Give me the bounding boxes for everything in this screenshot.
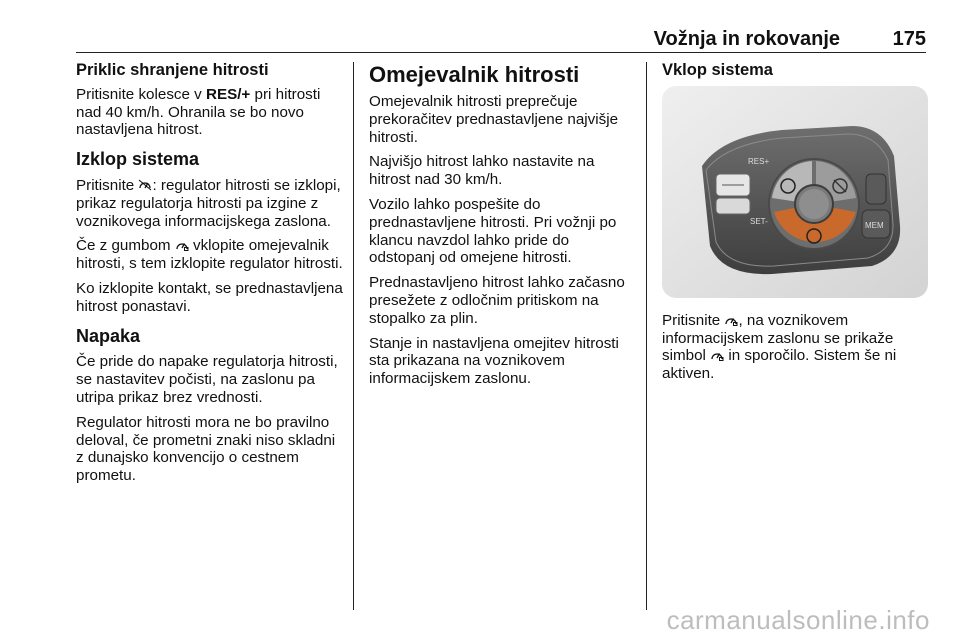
mem-label: MEM <box>865 220 884 230</box>
paragraph-limiter-accelerate: Vozilo lahko pospešite do prednastavljene hitrosti. Pri vožnji po klancu navzdol lahko pride do odstopanj od omejene hitrosti. <box>369 195 617 267</box>
column-divider-2 <box>646 62 647 610</box>
side-button <box>866 174 886 204</box>
paragraph-vienna-convention: Regulator hitrosti mora ne bo pravilno deloval, če prometni znaki niso skladni z dunajsko konvencijo o cestnem prometu. <box>76 413 336 485</box>
paragraph-fault: Če pride do napake regulatorja hitrosti, se nastavitev počisti, na zaslonu pa utripa prikaz brez vrednosti. <box>76 353 338 406</box>
paragraph-limiter-toggle: Če z gumbom vklopite omejevalnik hitrosti, s tem izklopite regulator hitrosti. <box>76 237 343 273</box>
section-heading-switch-off: Izklop sistema <box>76 149 200 170</box>
set-label: SET- <box>750 216 768 226</box>
column-right <box>662 62 928 390</box>
column-middle <box>369 62 637 395</box>
key-res: RES/+ <box>205 85 251 103</box>
page-header <box>76 28 926 52</box>
section-heading-switch-on: Vklop sistema <box>662 61 773 79</box>
column-divider-1 <box>353 62 354 610</box>
page-title: Vožnja in rokovanje <box>653 28 840 50</box>
section-heading-speed-limiter: Omejevalnik hitrosti <box>369 62 580 87</box>
steering-wheel-controls-figure <box>662 86 928 298</box>
set-rocker-button <box>716 198 750 214</box>
speed-limiter-icon <box>724 314 738 326</box>
section-heading-fault: Napaka <box>76 325 141 346</box>
speed-limiter-icon <box>175 239 189 251</box>
header-divider <box>76 52 926 53</box>
paragraph-switch-off: Pritisnite : regulator hitrosti se izklopi, prikaz regulatorja hitrosti pa izgine z voznikovega informacijskega zaslona. <box>76 176 341 230</box>
cruise-off-icon <box>138 179 152 191</box>
res-label: RES+ <box>748 156 770 166</box>
paragraph-limiter-min-speed: Najvišjo hitrost lahko nastavite na hitrost nad 30 km/h. <box>369 153 595 189</box>
column-left <box>76 62 344 492</box>
paragraph-limiter-override: Prednastavljeno hitrost lahko začasno presežete z odločnim pritiskom na stopalko za plin. <box>369 274 625 327</box>
page-number: 175 <box>892 28 926 50</box>
paragraph-limiter-status: Stanje in nastavljena omejitev hitrosti sta prikazana na voznikovem informacijskem zaslonu. <box>369 334 619 388</box>
paragraph-ignition-reset: Ko izklopite kontakt, se prednastavljena hitrost ponastavi. <box>76 279 343 315</box>
paragraph-limiter-intro: Omejevalnik hitrosti preprečuje prekoračitev prednastavljene najvišje hitrosti. <box>369 93 619 146</box>
paragraph-recall: Pritisnite kolesce v RES/+ pri hitrosti nad 40 km/h. Ohranila se bo novo nastavljena hitrost. <box>76 85 321 139</box>
section-heading-recall: Priklic shranjene hitrosti <box>76 61 269 79</box>
watermark: carmanualsonline.info <box>666 605 930 635</box>
speed-limiter-icon <box>710 349 724 361</box>
paragraph-switch-on: Pritisnite , na voznikovem informacijskem zaslonu se prikaže simbol in sporočilo. Sistem še ni aktiven. <box>662 311 897 383</box>
